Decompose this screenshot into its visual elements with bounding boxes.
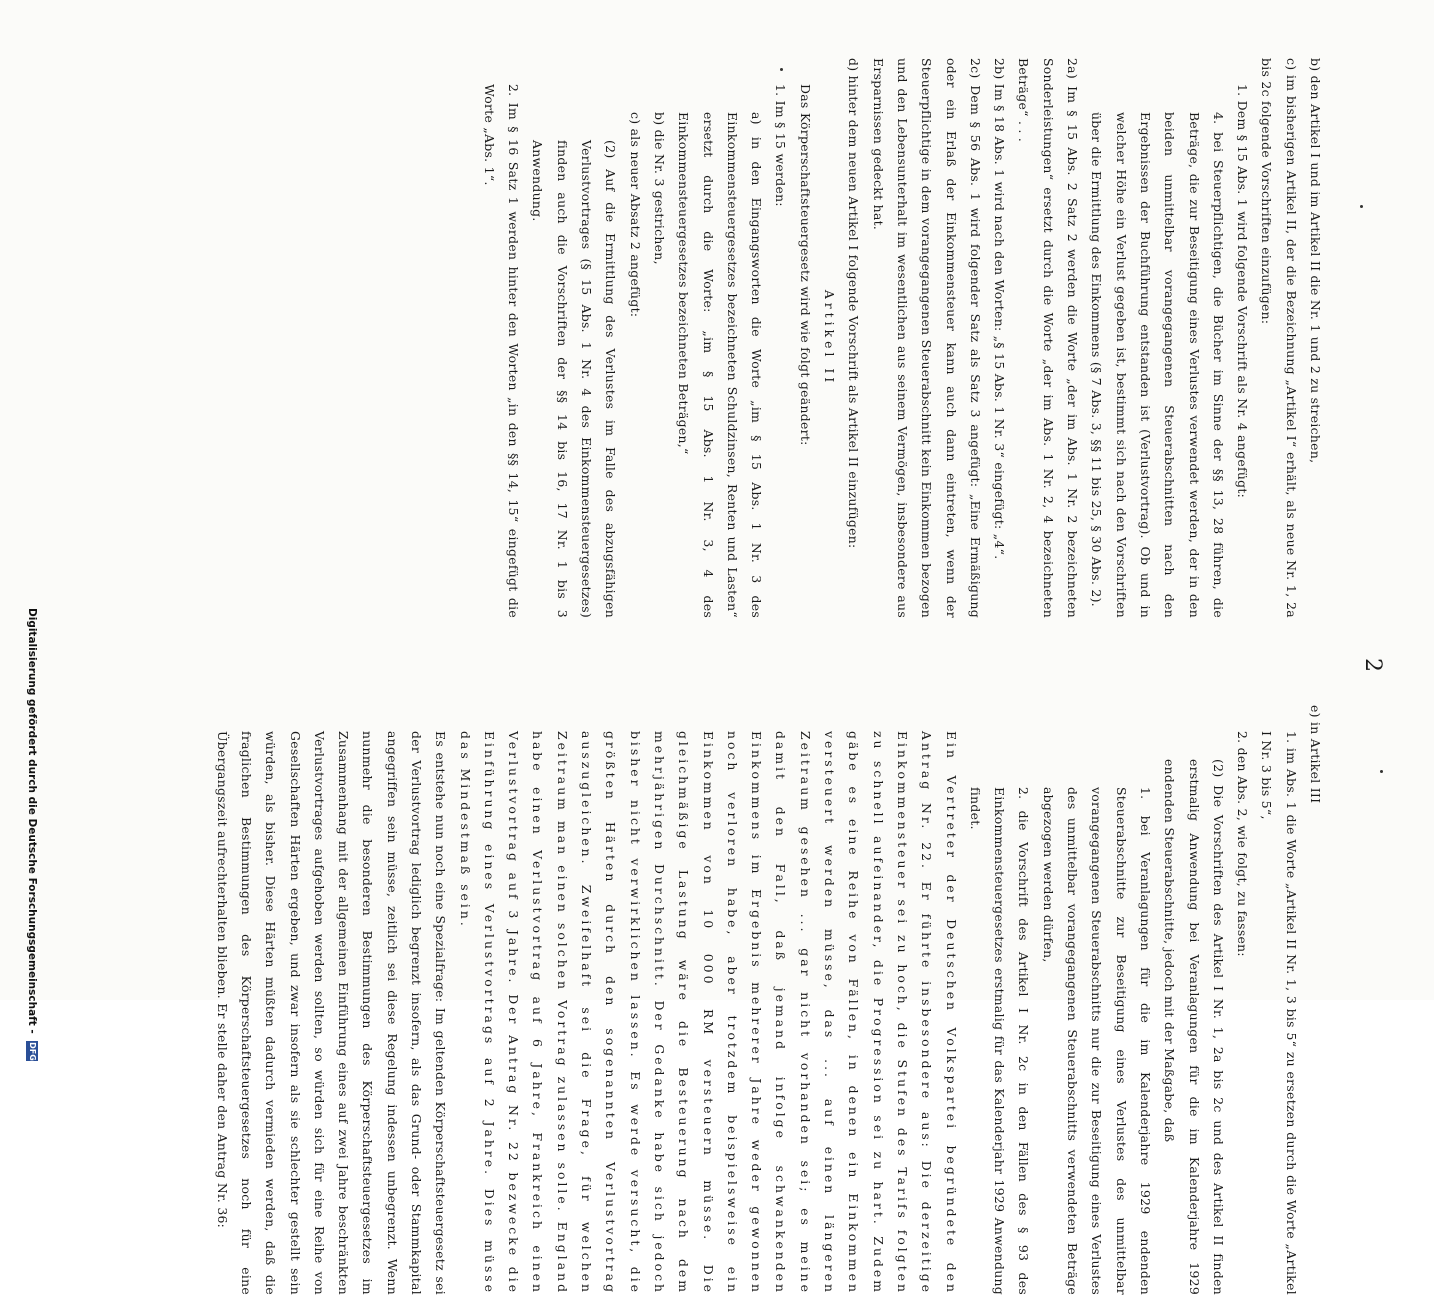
- left_column-paragraph: 1. Im § 15 werden:: [773, 84, 789, 207]
- right_column-paragraph: 2. die Vorschrift des Artikel I Nr. 2c in den Fällen des § 93 des Einkommensteuergesetzes erstmalig für das Kalenderjahr 1929 Anwendung findet.: [967, 787, 1032, 1295]
- left_column-paragraph: c) als neuer Absatz 2 angefügt:: [627, 112, 643, 318]
- right_column-paragraph: 1. bei Veranlagungen für die im Kalenderjahre 1929 endenden Steuerabschnitte zur Beseitigung eines Verlustes des unmittelbar vorangegangenen Steuerabschnitts nur die zur Beseitigung eines Verlustes des unmittelbar vorangegangenen Steuerabschnitts verwendeten Beträge abgezogen werden dürfen,: [1040, 787, 1153, 1295]
- right_column-paragraph: Ein Vertreter der Deutschen Volkspartei begründete den Antrag Nr. 22. Er führte insbesondere aus: Die derzeitige Einkommensteuer sei zu hoch, die Stufen des Tarifs folgten zu schnell aufeinander, die Progression sei zu hart. Zudem gäbe es eine Reihe von Fällen, in denen ein Einkommen versteuert werden müsse, das ... auf einen längeren Zeitraum gesehen ... gar nicht vorhanden sei; es meine damit den Fall, daß jemand infolge schwankenden Einkommens im Ergebnis mehrerer Jahre weder gewonnen noch verloren habe, aber trotzdem beispielsweise ein Einkommen von 10 000 RM versteuern müsse. Die gleichmäßige Lastung wäre die Besteuerung nach dem mehrjährigen Durchschnitt. Der Gedanke habe sich jedoch bisher nicht verwirklichen lassen. Es werde versucht, die größten Härten durch den sogenannten Verlustvortrag auszugleichen. Zweifelhaft sei die Frage, für welchen Zeitraum man einen solchen Vortrag zulassen solle. England habe einen Verlustvortrag auf 6 Jahre, Frankreich einen Verlustvortrag auf 3 Jahre. Der Antrag Nr. 22 bezwecke die Einführung eines Verlustvortrags auf 2 Jahre. Dies müsse das Mindestmaß sein.: [457, 731, 959, 1295]
- dfg-logo-icon: DFG: [28, 1042, 37, 1061]
- left_column-paragraph: c) im bisherigen Artikel II, der die Bezeichnung „Artikel I“ erhält, als neue Nr. 1, 2a bis 2c folgende Vorschriften einzufügen:: [1259, 58, 1299, 618]
- right_column-paragraph: e) in Artikel III: [1308, 705, 1323, 804]
- left-text-column: [477, 58, 1327, 618]
- right_column-paragraph: (2) Die Vorschriften des Artikel I Nr. 1, 2a bis 2c und des Artikel II finden erstmalig Anwendung bei Veranlagungen für die im Kalenderjahre 1929 endenden Steuerabschnitte, jedoch mit der Maßgabe, daß: [1162, 759, 1226, 1295]
- credit-text: Digitalisierung gefördert durch die Deutsche Forschungsgemeinschaft -: [26, 608, 38, 1034]
- left_column-paragraph: a) in den Eingangsworten die Worte „im § 15 Abs. 1 Nr. 3 des Einkommensteuergesetzes bezeichneten Schuldzinsen, Renten und Lasten“ ersetzt durch die Worte: „im § 15 Abs. 1 Nr. 3, 4 des Einkommensteuergesetzes bezeichneten Beträgen,“: [676, 112, 765, 618]
- left_column-paragraph: (2) Auf die Ermittlung des Verlustes im Falle des abzugsfähigen Verlustvortrages (§ 15 Abs. 1 Nr. 4 des Einkommensteuergesetzes) finden auch die Vorschriften der §§ 14 bis 16, 17 Nr. 1 bis 3 Anwendung.: [530, 140, 619, 618]
- left_column-paragraph: 2b) Im § 18 Abs. 1 wird nach den Worten: „§ 15 Abs. 1 Nr. 3“ eingefügt: „4“.: [992, 58, 1008, 560]
- left_column-paragraph: 2. Im § 16 Satz 1 werden hinter den Worten „in den §§ 14, 15“ eingefügt die Worte „Abs. 1“.: [481, 84, 522, 618]
- scan-speck: [780, 68, 783, 71]
- left_column-paragraph: b) die Nr. 3 gestrichen,: [651, 112, 667, 265]
- left_column-paragraph: Das Körperschaftsteuergesetz wird wie folgt geändert:: [797, 84, 813, 446]
- right_column-paragraph: Es entstehe nun noch eine Spezialfrage: Im geltenden Körperschaftsteuergesetz sei der Verlustvortrag lediglich begrenzt insofern, als das Grund- oder Stammkapital angegriffen sein müsse, zeitlich sei diese Regelung indessen unbegrenzt. Wenn nunmehr die besonderen Bestimmungen des Körperschaftsteuergesetzes im Zusammenhang mit der allgemeinen Einführung eines auf zwei Jahre beschränkten Verlustvortrages aufgehoben werden sollten, so würden sich für eine Reihe von Gesellschaften Härten ergeben, und zwar insofern als sie schlechter gestellt sein würden, als bisher. Diese Härten müßten dadurch vermieden werden, daß die fraglichen Bestimmungen des Körperschaftsteuergesetzes noch für eine Übergangszeit aufrechterhalten blieben. Er stelle daher den Antrag Nr. 36:: [214, 731, 449, 1295]
- left_column-paragraph: Artikel II: [822, 289, 838, 387]
- rotated-document-page: [37, 0, 1397, 1295]
- right_column-paragraph: 1. im Abs. 1 die Worte „Artikel II Nr. 1, 3 bis 5“ zu ersetzen durch die Worte „Artikel I Nr. 3 bis 5“,: [1259, 731, 1299, 1295]
- right_column-paragraph: 2. den Abs. 2, wie folgt, zu fassen:: [1235, 731, 1251, 957]
- page-number: 2: [1360, 658, 1385, 672]
- right-text-column: [209, 705, 1327, 1295]
- digitization-credit: [22, 608, 38, 1061]
- left_column-paragraph: b) den Artikel I und im Artikel II die Nr. 1 und 2 zu streichen,: [1308, 58, 1323, 464]
- scan-speck: [1380, 770, 1383, 773]
- left_column-paragraph: d) hinter dem neuen Artikel I folgende Vorschrift als Artikel II einzufügen:: [846, 58, 862, 549]
- left_column-paragraph: 2a) Im § 15 Abs. 2 Satz 2 werden die Worte „der im Abs. 1 Nr. 2 bezeichneten Sonderleistungen“ ersetzt durch die Worte „der im Abs. 1 Nr. 2, 4 bezeichneten Beträge“ . . .: [1016, 58, 1081, 618]
- left_column-paragraph: 2c) Dem § 56 Abs. 1 wird folgender Satz als Satz 3 angefügt: „Eine Ermäßigung oder ein Erlaß der Einkommensteuer kann auch dann eintreten, wenn der Steuerpflichtige in dem vorangegangenen Steuerabschnitt kein Einkommen bezogen und den Lebensunterhalt im wesentlichen aus seinem Vermögen, insbesondere aus Ersparnissen gedeckt hat.: [870, 58, 983, 618]
- left_column-paragraph: 1. Dem § 15 Abs. 1 wird folgende Vorschrift als Nr. 4 angefügt:: [1235, 84, 1251, 499]
- left_column-paragraph: 4. bei Steuerpflichtigen, die Bücher im Sinne der §§ 13, 28 führen, die Beträge, die zur Beseitigung eines Verlustes verwendet werden, der in den beiden unmittelbar vorangegangenen Steuerabschnitten nach den Ergebnissen der Buchführung entstanden ist (Verlustvortrag). Ob und in welcher Höhe ein Verlust gegeben ist, bestimmt sich nach den Vorschriften über die Ermittlung des Einkommens (§ 7 Abs. 3, §§ 11 bis 25, § 30 Abs. 2).: [1089, 112, 1226, 618]
- scan-speck: [1360, 205, 1363, 208]
